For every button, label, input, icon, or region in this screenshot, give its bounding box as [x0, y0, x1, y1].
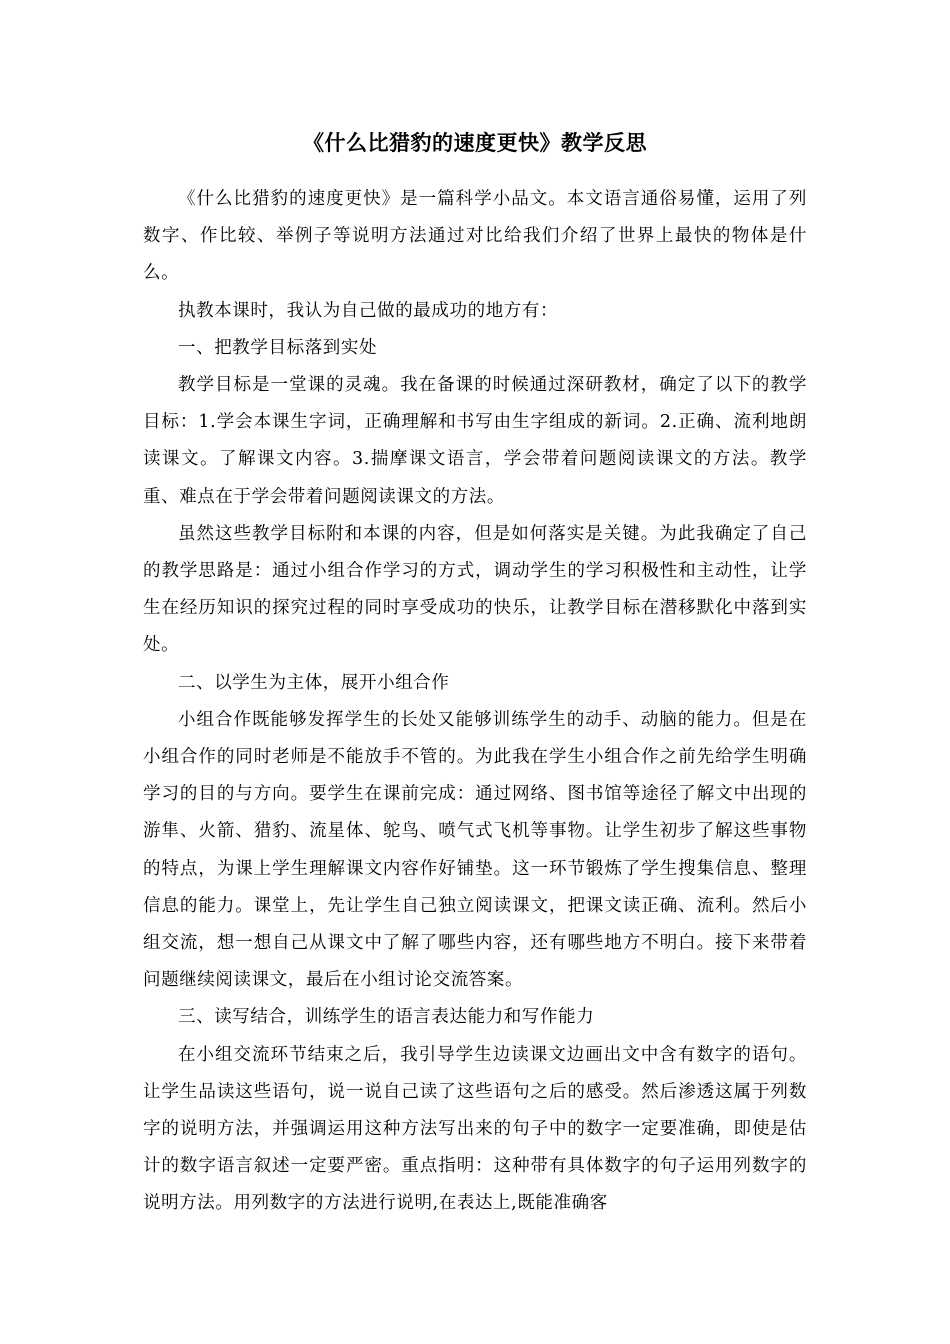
document-body: [143, 181, 807, 1223]
document-page: [143, 128, 807, 1223]
section-heading-2: 二、以学生为主体，展开小组合作: [178, 672, 450, 693]
paragraph-success-points: 执教本课时，我认为自己做的最成功的地方有：: [178, 300, 559, 321]
paragraph-teaching-goals: 教学目标是一堂课的灵魂。我在备课的时候通过深研教材，确定了以下的教学目标：1.学会本课生字词，正确理解和书写由生字组成的新词。2.正确、流利地朗读课文。了解课文内容。3.揣摩课文语言，学会带着问题阅读课文的方法。教学重、难点在于学会带着问题阅读课文的方法。: [143, 375, 807, 507]
paragraph-group-work: 小组合作既能够发挥学生的长处又能够训练学生的动手、动脑的能力。但是在小组合作的同时老师是不能放手不管的。为此我在学生小组合作之前先给学生明确学习的目的与方向。要学生在课前完成：通过网络、图书馆等途径了解文中出现的游隼、火箭、猎豹、流星体、鸵鸟、喷气式飞机等事物。让学生初步了解这些事物的特点，为课上学生理解课文内容作好铺垫。这一环节锻炼了学生搜集信息、整理信息的能力。课堂上，先让学生自己独立阅读课文，把课文读正确、流利。然后小组交流，想一想自己从课文中了解了哪些内容，还有哪些地方不明白。接下来带着问题继续阅读课文，最后在小组讨论交流答案。: [143, 709, 807, 991]
paragraph-reading-writing: 在小组交流环节结束之后，我引导学生边读课文边画出文中含有数字的语句。让学生品读这些语句，说一说自己读了这些语句之后的感受。然后渗透这属于列数字的说明方法，并强调运用这种方法写出来的句子中的数字一定要准确，即使是估计的数字语言叙述一定要严密。重点指明：这种带有具体数字的句子运用列数字的说明方法。用列数字的方法进行说明,在表达上,既能准确客: [143, 1044, 807, 1214]
paragraph-intro: 《什么比猎豹的速度更快》是一篇科学小品文。本文语言通俗易懂，运用了列数字、作比较、举例子等说明方法通过对比给我们介绍了世界上最快的物体是什么。: [143, 189, 807, 284]
paragraph-teaching-approach: 虽然这些教学目标附和本课的内容，但是如何落实是关键。为此我确定了自己的教学思路是：通过小组合作学习的方式，调动学生的学习积极性和主动性，让学生在经历知识的探究过程的同时享受成功的快乐，让教学目标在潜移默化中落到实处。: [143, 523, 807, 656]
document-title: 《什么比猎豹的速度更快》教学反思: [303, 130, 647, 155]
section-heading-3: 三、读写结合，训练学生的语言表达能力和写作能力: [178, 1007, 595, 1028]
section-heading-1: 一、把教学目标落到实处: [178, 337, 378, 358]
